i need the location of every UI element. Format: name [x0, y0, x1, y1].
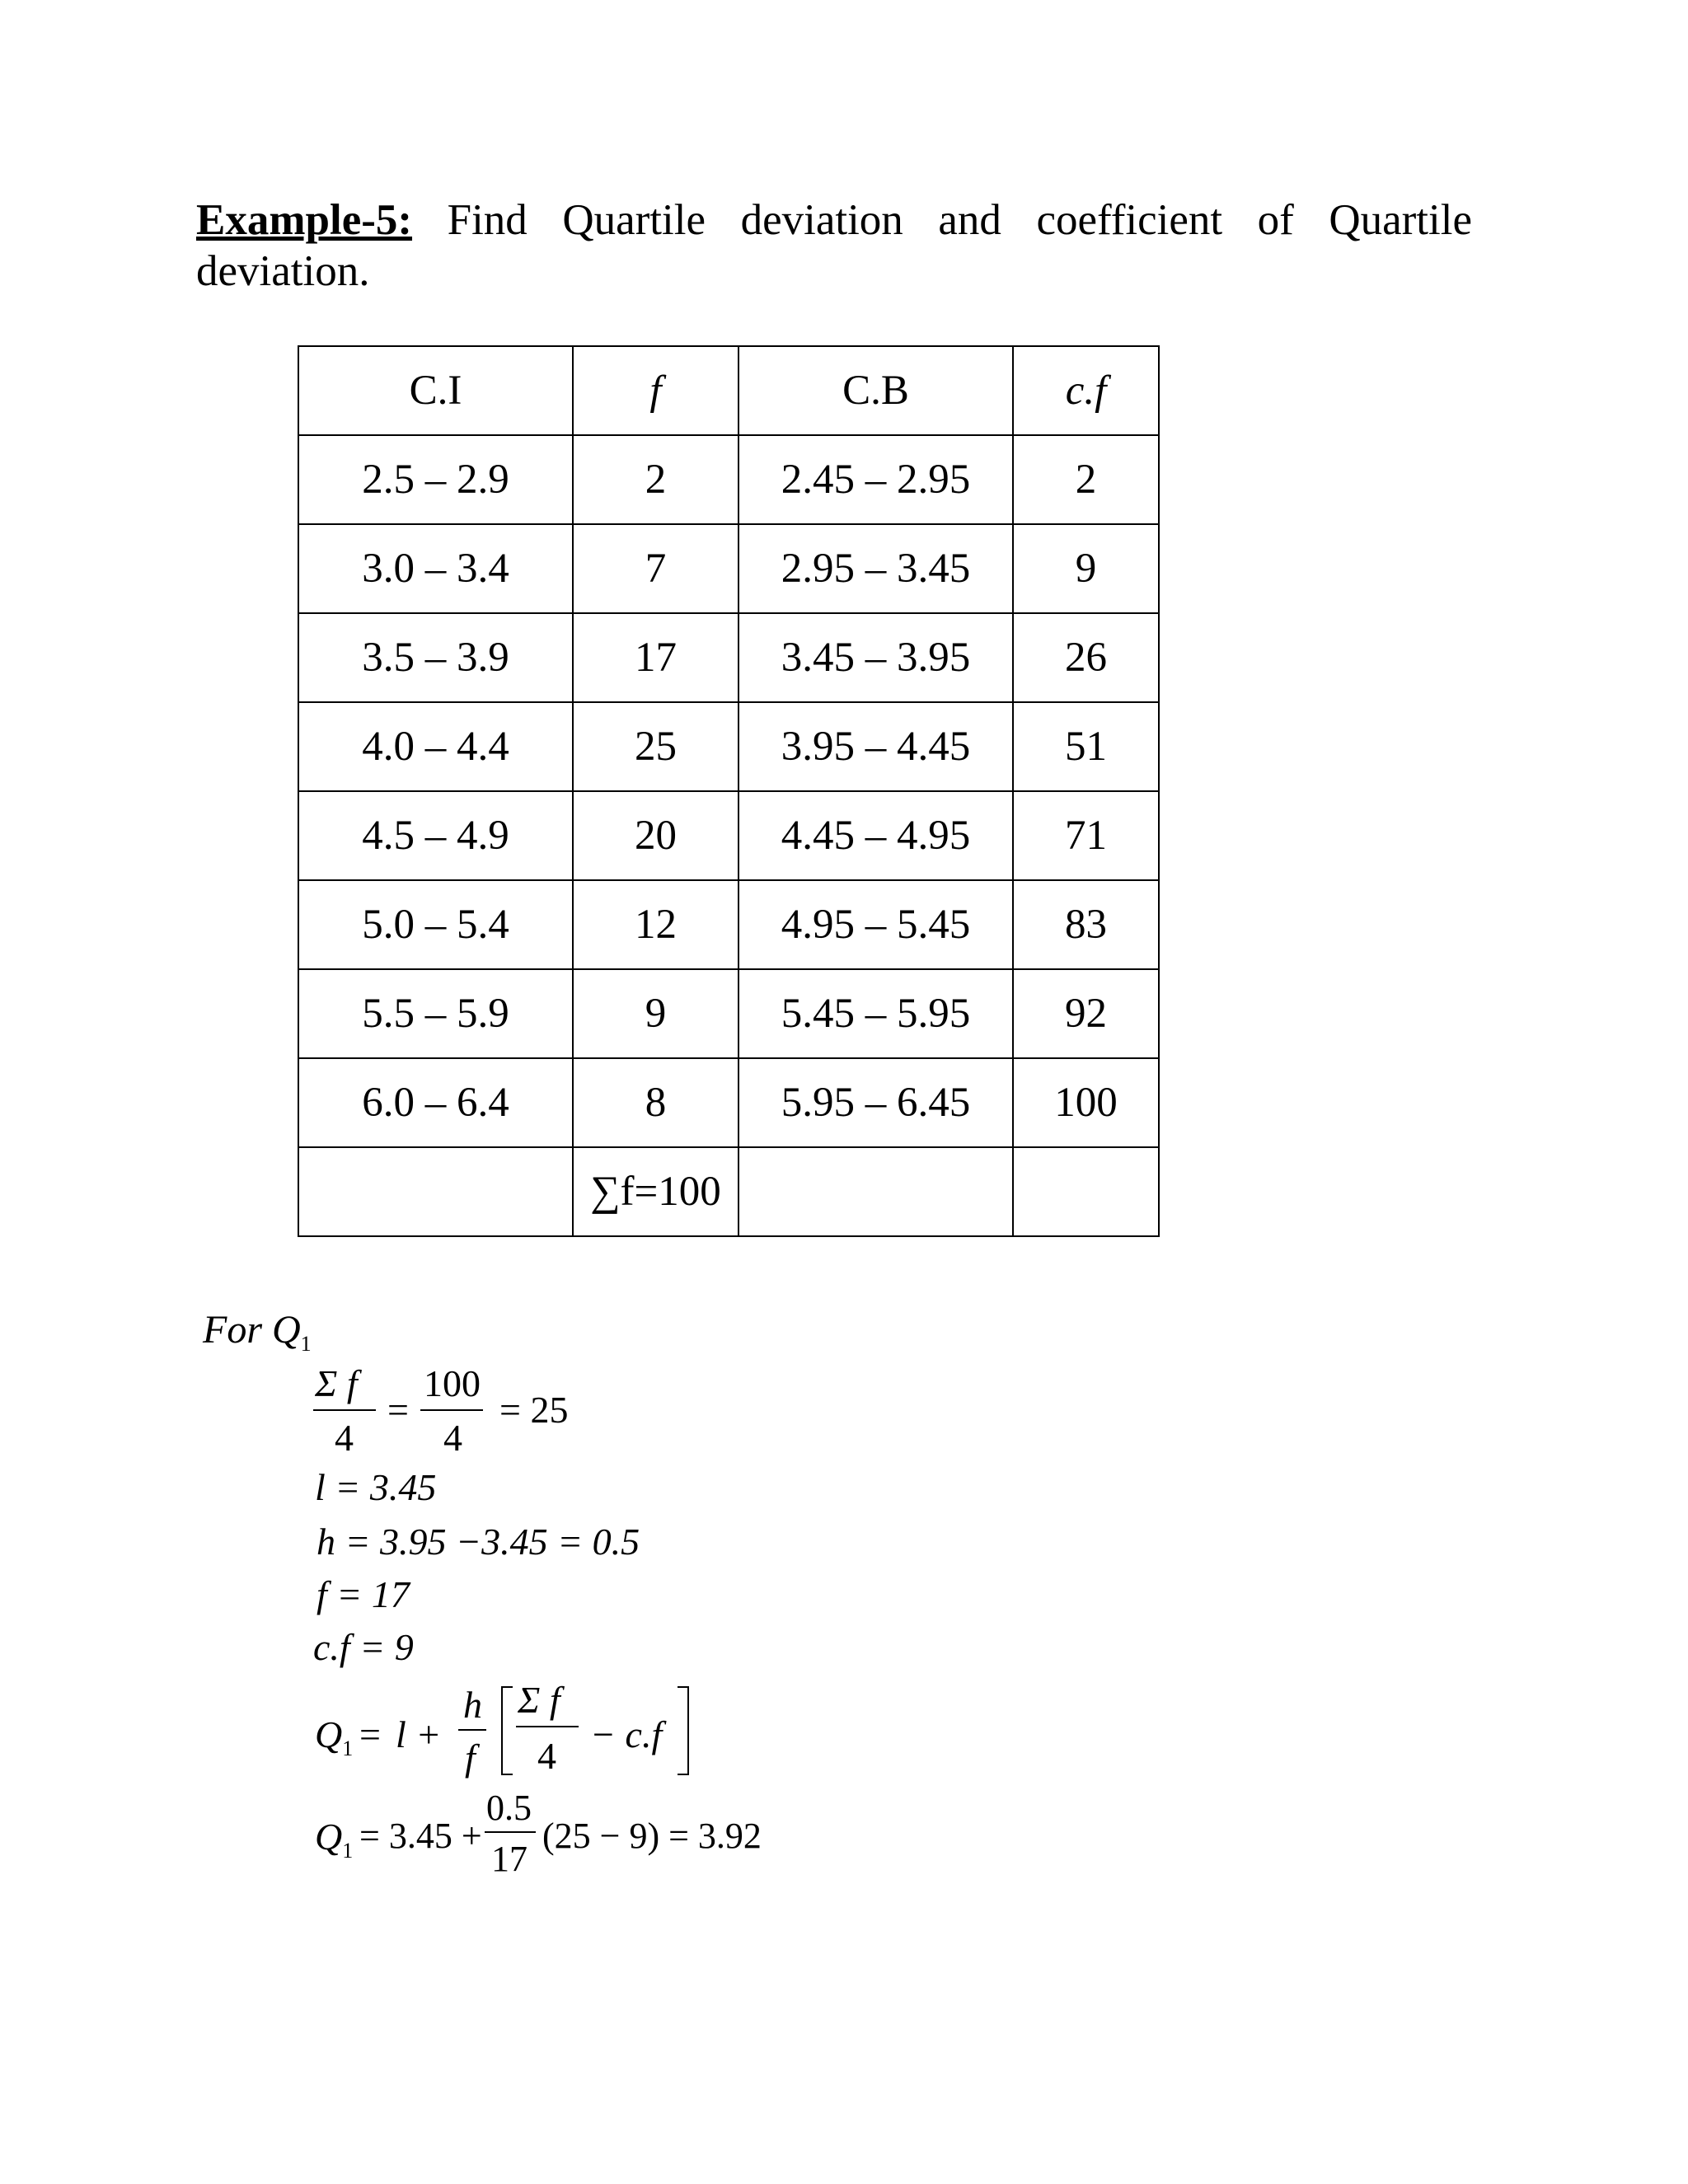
cell-ci: 5.0 – 5.4: [298, 880, 573, 969]
fraction-bar: [458, 1729, 486, 1731]
table-row: [298, 435, 1159, 524]
sum-f-numerator: Σ f: [315, 1362, 358, 1404]
table-row: [298, 969, 1159, 1058]
header-cumulative-frequency: c.f: [1013, 346, 1159, 435]
cell-ci: 4.5 – 4.9: [298, 791, 573, 880]
table-row: [298, 880, 1159, 969]
cell-f: 9: [573, 969, 738, 1058]
total-frequency: ∑f=100: [573, 1147, 738, 1236]
h-value-line: h = 3.95 −3.45 = 0.5: [316, 1521, 640, 1563]
cell-cf: 71: [1013, 791, 1159, 880]
header-class-interval: C.I: [298, 346, 573, 435]
cell-ci: 6.0 – 6.4: [298, 1058, 573, 1147]
cell-f: 25: [573, 702, 738, 791]
cell-cf: 9: [1013, 524, 1159, 613]
formula-h: h: [463, 1684, 482, 1726]
table-row: [298, 1058, 1159, 1147]
formula-four: 4: [537, 1735, 556, 1777]
calc-numerator: 0.5: [486, 1788, 532, 1828]
header-frequency: f: [573, 346, 738, 435]
cell-f: 2: [573, 435, 738, 524]
cell-cb: 4.95 – 5.45: [738, 880, 1013, 969]
cell-ci: 3.5 – 3.9: [298, 613, 573, 702]
hundred-numerator: 100: [424, 1362, 481, 1404]
formula-minus-cf: − c.f: [590, 1713, 663, 1755]
table-row: [298, 613, 1159, 702]
table-header-row: [298, 346, 1159, 435]
right-bracket: [678, 1686, 689, 1775]
fraction-bar: [485, 1831, 536, 1833]
cell-cb: 2.45 – 2.95: [738, 435, 1013, 524]
example-text: Find Quartile deviation and coefficient of Quartile deviation.: [196, 196, 1472, 295]
cell-cf: 26: [1013, 613, 1159, 702]
cell-ci: 4.0 – 4.4: [298, 702, 573, 791]
table-row: [298, 524, 1159, 613]
fraction-bar: [313, 1409, 376, 1411]
cell-ci: 3.0 – 3.4: [298, 524, 573, 613]
l-value-line: l = 3.45: [315, 1466, 437, 1508]
cell-cf: 100: [1013, 1058, 1159, 1147]
cell-empty: [738, 1147, 1013, 1236]
fraction-bar: [516, 1726, 579, 1727]
cell-cb: 5.45 – 5.95: [738, 969, 1013, 1058]
cf-value-line: c.f = 9: [313, 1626, 414, 1668]
formula-q1: $Q_1$: [315, 1713, 354, 1760]
fraction-bar: [420, 1409, 483, 1411]
cell-cf: 83: [1013, 880, 1159, 969]
calc-prefix: = 3.45 +: [359, 1816, 482, 1856]
calc-denominator: 17: [491, 1839, 528, 1879]
for-q1-label: For $Q_1$: [203, 1308, 312, 1356]
hundred-denominator: 4: [443, 1417, 462, 1459]
frequency-table: [298, 345, 1160, 1237]
formula-f: f: [465, 1736, 476, 1779]
sum-f-denominator: 4: [335, 1417, 354, 1459]
cell-ci: 5.5 – 5.9: [298, 969, 573, 1058]
cell-empty: [1013, 1147, 1159, 1236]
cell-f: 8: [573, 1058, 738, 1147]
cell-f: 20: [573, 791, 738, 880]
formula-equals: =: [359, 1713, 381, 1755]
cell-cb: 3.95 – 4.45: [738, 702, 1013, 791]
equals-sign: =: [387, 1389, 409, 1431]
cell-cb: 2.95 – 3.45: [738, 524, 1013, 613]
equals-25: = 25: [499, 1389, 569, 1431]
left-bracket: [501, 1686, 513, 1775]
example-label: Example-5:: [196, 196, 413, 244]
calc-result: (25 − 9) = 3.92: [542, 1816, 762, 1856]
header-class-boundary: C.B: [738, 346, 1013, 435]
cell-f: 17: [573, 613, 738, 702]
cell-ci: 2.5 – 2.9: [298, 435, 573, 524]
formula-l-plus: l +: [396, 1713, 442, 1755]
cell-cb: 4.45 – 4.95: [738, 791, 1013, 880]
cell-cf: 2: [1013, 435, 1159, 524]
cell-f: 7: [573, 524, 738, 613]
cell-f: 12: [573, 880, 738, 969]
cell-cf: 92: [1013, 969, 1159, 1058]
table-row: [298, 702, 1159, 791]
cell-cb: 3.45 – 3.95: [738, 613, 1013, 702]
cell-cf: 51: [1013, 702, 1159, 791]
table-total-row: [298, 1147, 1159, 1236]
table-row: [298, 791, 1159, 880]
formula-sum-f: Σ f: [518, 1679, 560, 1721]
cell-cb: 5.95 – 6.45: [738, 1058, 1013, 1147]
example-heading: [196, 194, 1472, 297]
f-value-line: f = 17: [316, 1573, 410, 1615]
cell-empty: [298, 1147, 573, 1236]
calc-q1: $Q_1$: [315, 1816, 354, 1863]
